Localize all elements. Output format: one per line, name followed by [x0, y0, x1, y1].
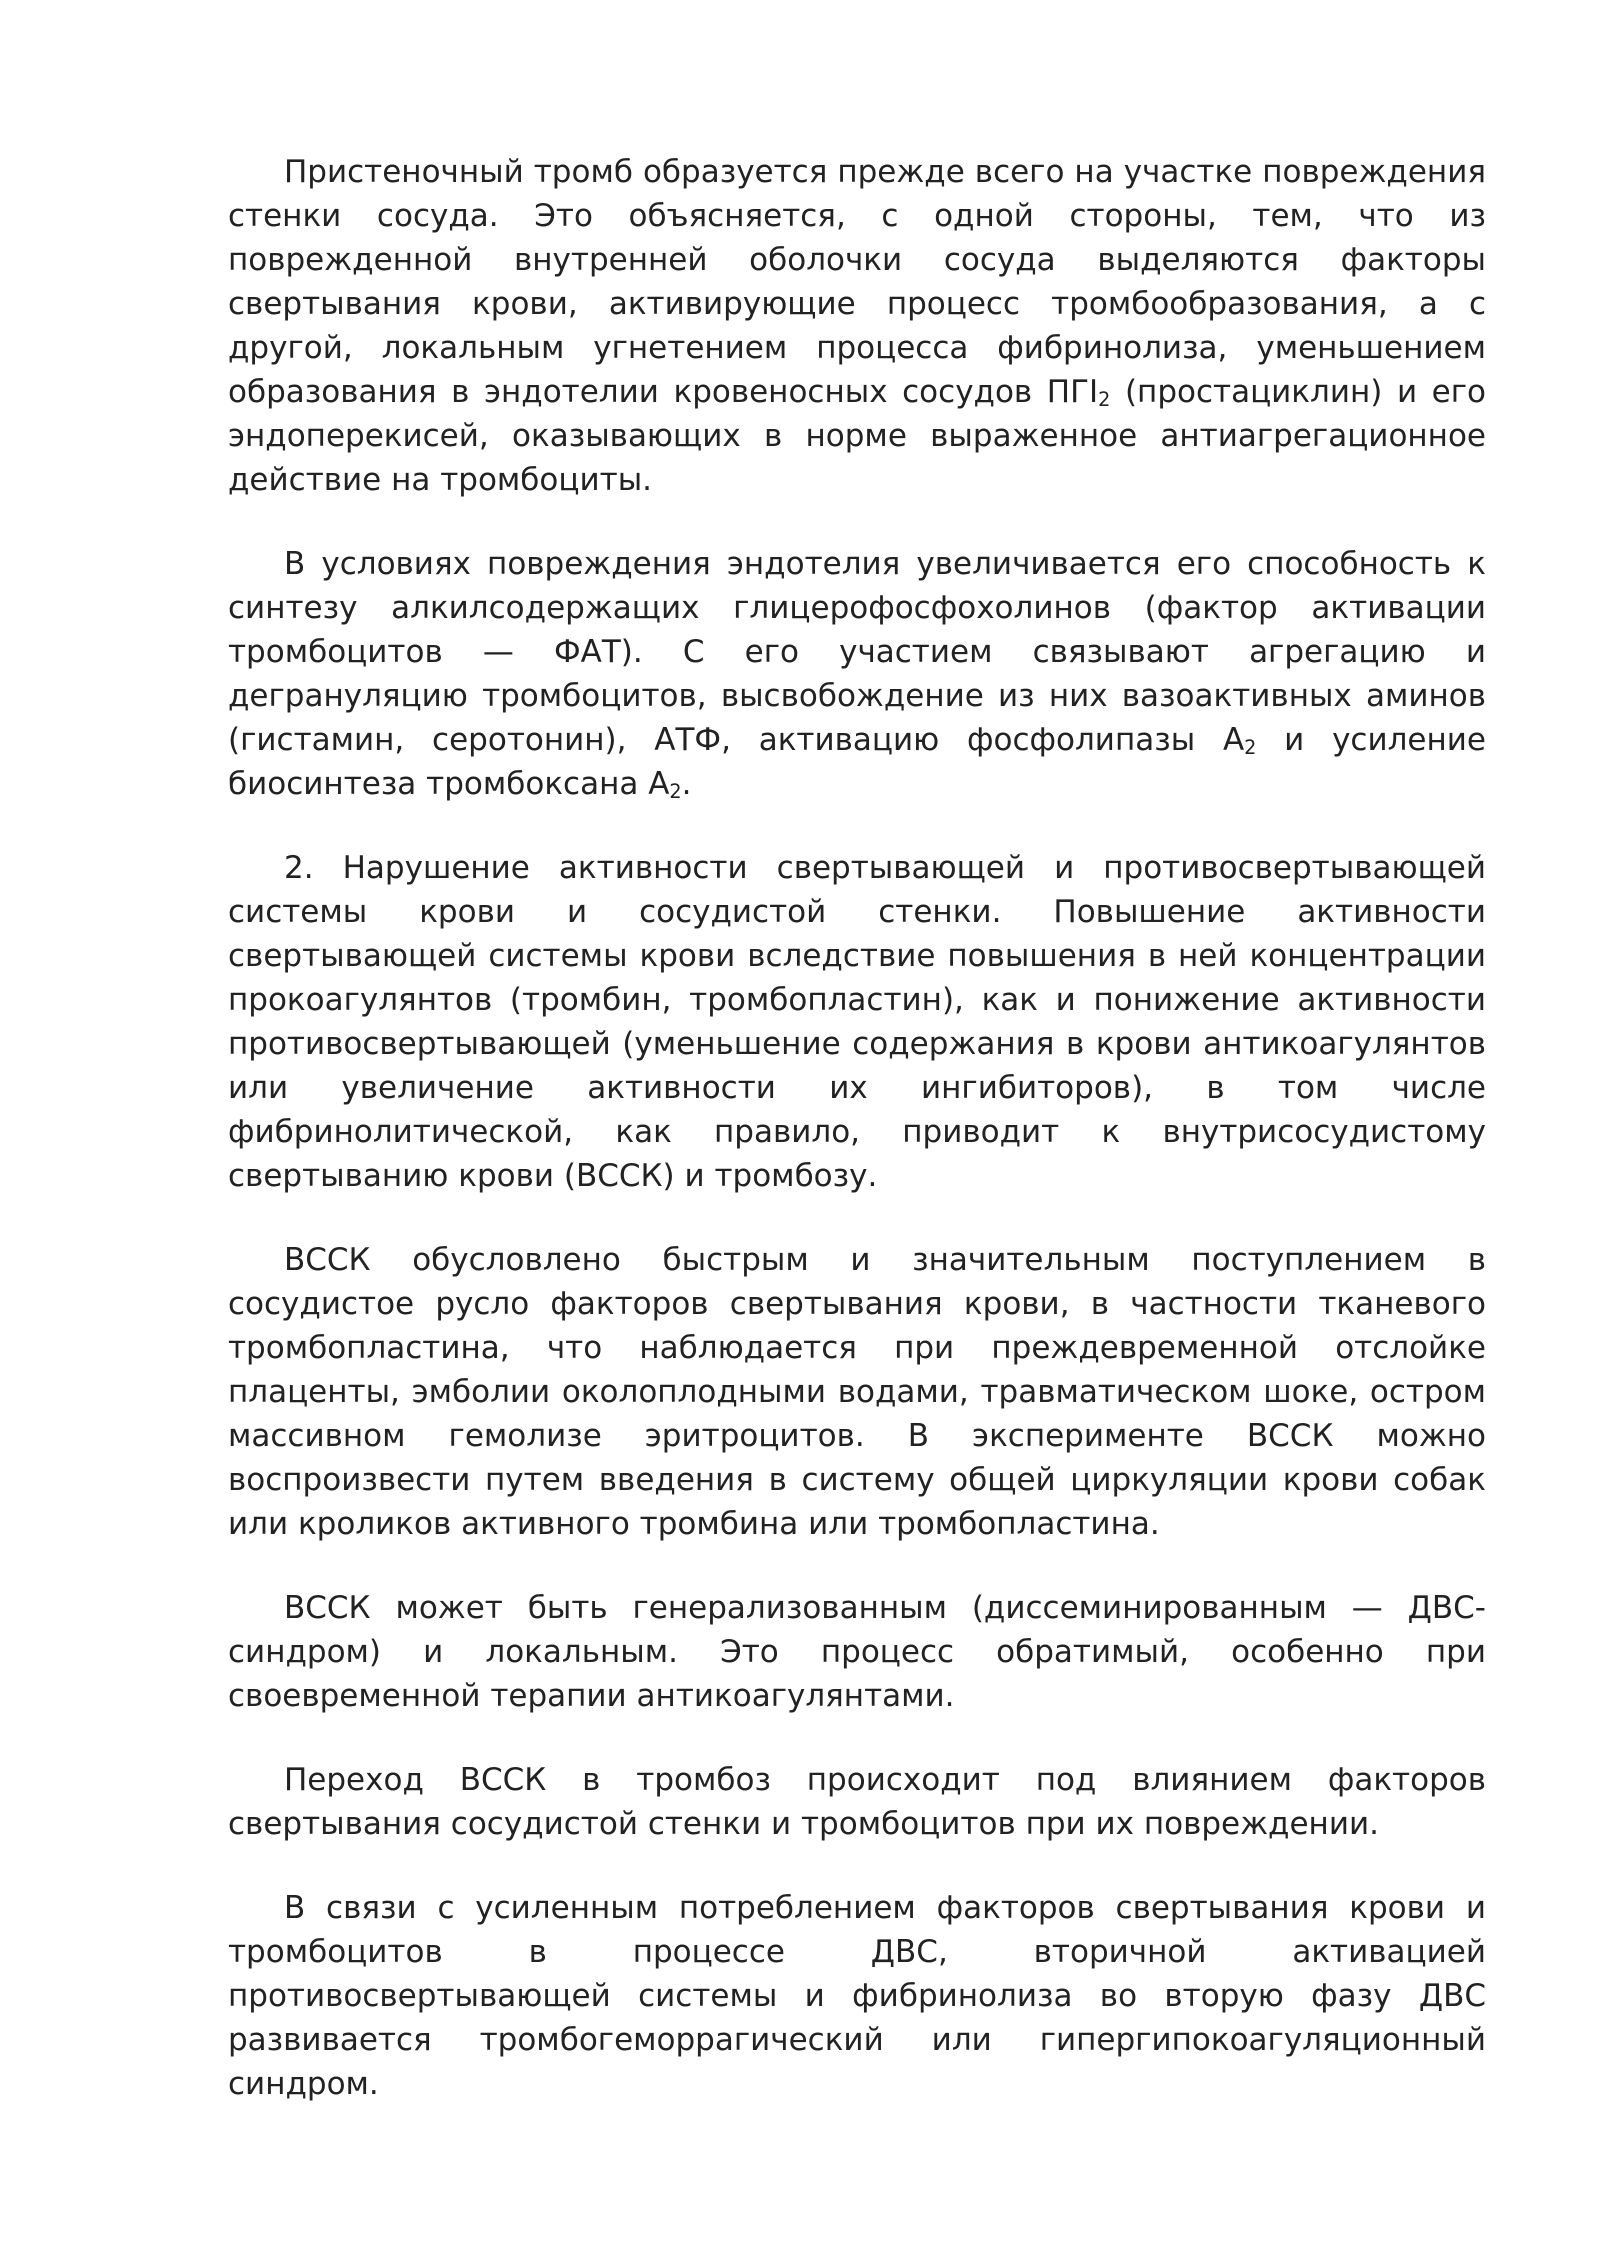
document-page	[228, 150, 1486, 2106]
paragraph-text: 2. Нарушение активности свертывающей и противосвертывающей системы крови и сосудистой стенки. Повышение активности свертывающей системы крови вследствие повышения в ней концентрации прокоагулянтов (тромбин, тромбопластин), как и понижение активности противосвертывающей (уменьшение содержания в крови антикоагулянтов или увеличение активности их ингибиторов), в том числе фибринолитической, как правило, приводит к внутрисосудистому свертыванию крови (ВССК) и тромбозу.	[228, 850, 1486, 1194]
paragraph-text: .	[681, 766, 692, 802]
paragraph-text: (простациклин) и его эндоперекисей, оказывающих в норме выраженное антиагрегационное действие на тромбоциты.	[228, 374, 1486, 498]
subscript: 2	[669, 780, 682, 804]
subscript: 2	[1098, 388, 1111, 412]
paragraph-text: Пристеночный тромб образуется прежде всего на участке повреждения стенки сосуда. Это объясняется, с одной стороны, тем, что из поврежденной внутренней оболочки сосуда выделяются факторы свертывания крови, активирующие процесс тромбообразования, а с другой, локальным угнетением процесса фибринолиза, уменьшением образования в эндотелии кровеносных сосудов ПГI	[228, 154, 1486, 410]
subscript: 2	[1244, 736, 1257, 760]
paragraph-vssk-causes	[228, 1238, 1486, 1546]
paragraph-text: и усиление биосинтеза тромбоксана А	[228, 722, 1486, 802]
paragraph-text: ВССК может быть генерализованным (диссеминированным — ДВС-синдром) и локальным. Это процесс обратимый, особенно при своевременной терапии антикоагулянтами.	[228, 1590, 1486, 1714]
paragraph-thrombus-formation	[228, 150, 1486, 502]
paragraph-text: В связи с усиленным потреблением факторов свертывания крови и тромбоцитов в процессе ДВС, вторичной активацией противосвертывающей системы и фибринолиза во вторую фазу ДВС развивается тромбогеморрагический или гипергипокоагуляционный синдром.	[228, 1890, 1486, 2102]
paragraph-text: В условиях повреждения эндотелия увеличивается его способность к синтезу алкилсодержащих глицерофосфохолинов (фактор активации тромбоцитов — ФАТ). С его участием связывают агрегацию и дегрануляцию тромбоцитов, высвобождение из них вазоактивных аминов (гистамин, серотонин), АТФ, активацию фосфолипазы А	[228, 546, 1486, 758]
paragraph-vssk-to-thrombosis	[228, 1758, 1486, 1846]
paragraph-coagulation-disorder	[228, 846, 1486, 1198]
paragraph-text: ВССК обусловлено быстрым и значительным поступлением в сосудистое русло факторов свертывания крови, в частности тканевого тромбопластина, что наблюдается при преждевременной отслойке плаценты, эмболии околоплодными водами, травматическом шоке, остром массивном гемолизе эритроцитов. В эксперименте ВССК можно воспроизвести путем введения в систему общей циркуляции крови собак или кроликов активного тромбина или тромбопластина.	[228, 1242, 1486, 1542]
paragraph-vssk-types	[228, 1586, 1486, 1718]
paragraph-dvs-syndrome	[228, 1886, 1486, 2106]
paragraph-text: Переход ВССК в тромбоз происходит под влиянием факторов свертывания сосудистой стенки и тромбоцитов при их повреждении.	[228, 1762, 1486, 1842]
paragraph-endothelium-damage	[228, 542, 1486, 806]
